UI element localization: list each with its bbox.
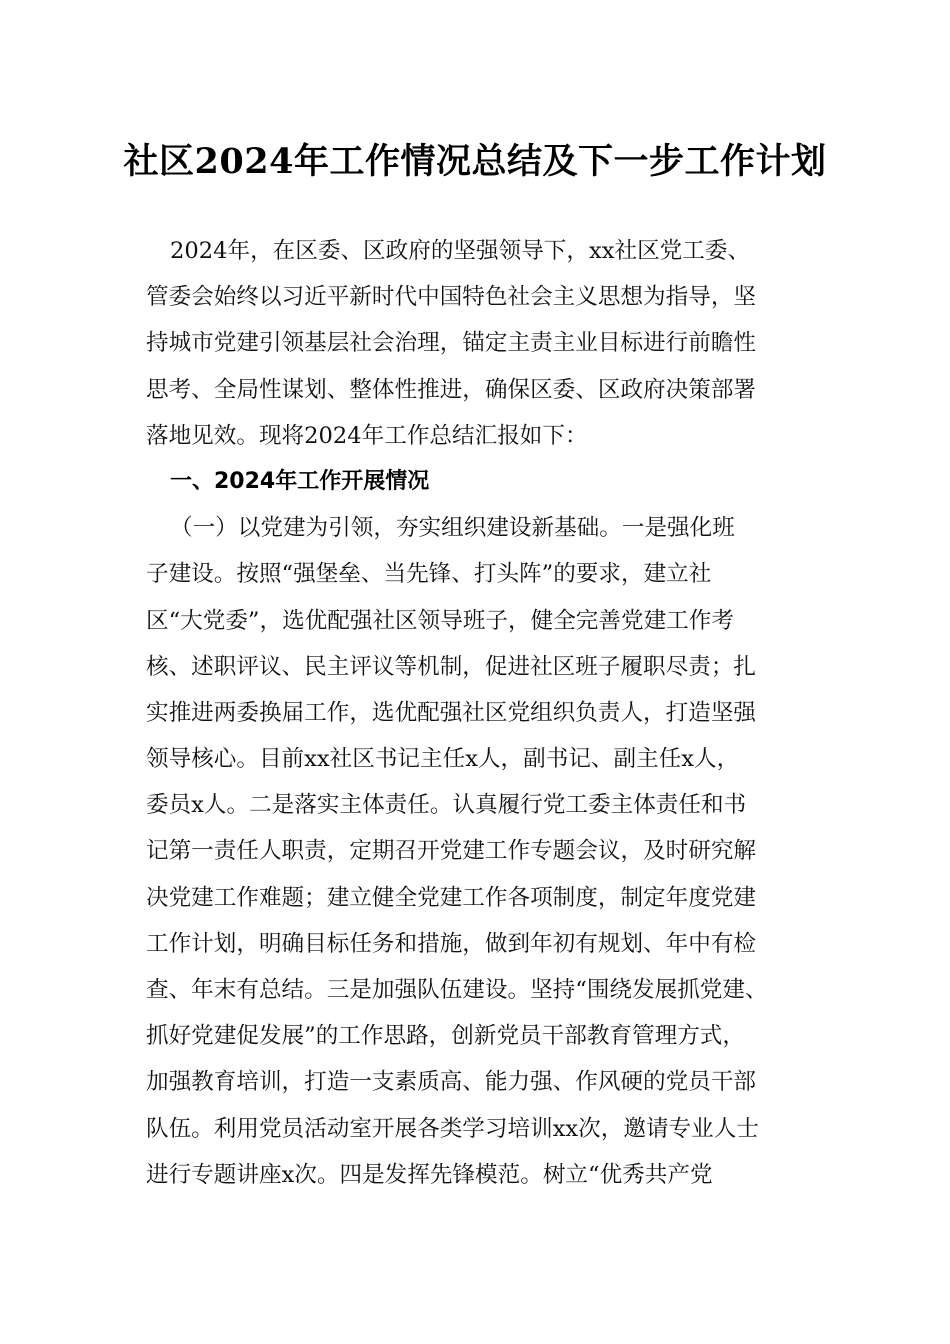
paragraph-line-13: 加强教育培训，打造一支素质高、能力强、作风硬的党员干部 [146,1069,757,1096]
paragraph-line-14: 队伍。利用党员活动室开展各类学习培训xx次，邀请专业人士 [146,1115,759,1142]
paragraph-line-10: 工作计划，明确目标任务和措施，做到年初有规划、年中有检 [146,930,757,957]
paragraph-line-3: 区“大党委”，选优配强社区领导班子，健全完善党建工作考 [146,607,734,634]
intro-line-2: 管委会始终以习近平新时代中国特色社会主义思想为指导，坚 [146,284,757,311]
intro-line-1: 2024年，在区委、区政府的坚强领导下，xx社区党工委、 [170,238,751,264]
paragraph-line-8: 记第一责任人职责，定期召开党建工作专题会议，及时研究解 [146,838,757,865]
section-heading-1: 一、2024年工作开展情况 [170,468,430,494]
paragraph-line-7: 委员x人。二是落实主体责任。认真履行党工委主体责任和书 [146,792,747,819]
paragraph-line-5: 实推进两委换届工作，选优配强社区党组织负责人，打造坚强 [146,699,757,726]
paragraph-line-12: 抓好党建促发展”的工作思路，创新党员干部教育管理方式， [146,1023,745,1050]
paragraph-line-6: 领导核心。目前xx社区书记主任x人，副书记、副主任x人， [146,746,740,773]
intro-line-5: 落地见效。现将2024年工作总结汇报如下： [146,422,588,449]
paragraph-line-15: 进行专题讲座x次。四是发挥先锋模范。树立“优秀共产党 [146,1161,713,1188]
paragraph-line-11: 查、年末有总结。三是加强队伍建设。坚持“围绕发展抓党建、 [146,977,768,1003]
intro-line-4: 思考、全局性谋划、整体性推进，确保区委、区政府决策部署 [146,376,757,403]
paragraph-line-9: 决党建工作难题；建立健全党建工作各项制度，制定年度党建 [146,884,757,911]
paragraph-line-4: 核、述职评议、民主评议等机制，促进社区班子履职尽责；扎 [146,653,757,680]
document-title: 社区2024年工作情况总结及下一步工作计划 [123,141,827,182]
paragraph-line-1: （一）以党建为引领，夯实组织建设新基础。一是强化班 [170,515,735,542]
intro-line-3: 持城市党建引领基层社会治理，锚定主责主业目标进行前瞻性 [146,330,757,357]
document-body [146,228,826,1198]
paragraph-line-2: 子建设。按照“强堡垒、当先锋、打头阵”的要求，建立社 [146,561,712,588]
